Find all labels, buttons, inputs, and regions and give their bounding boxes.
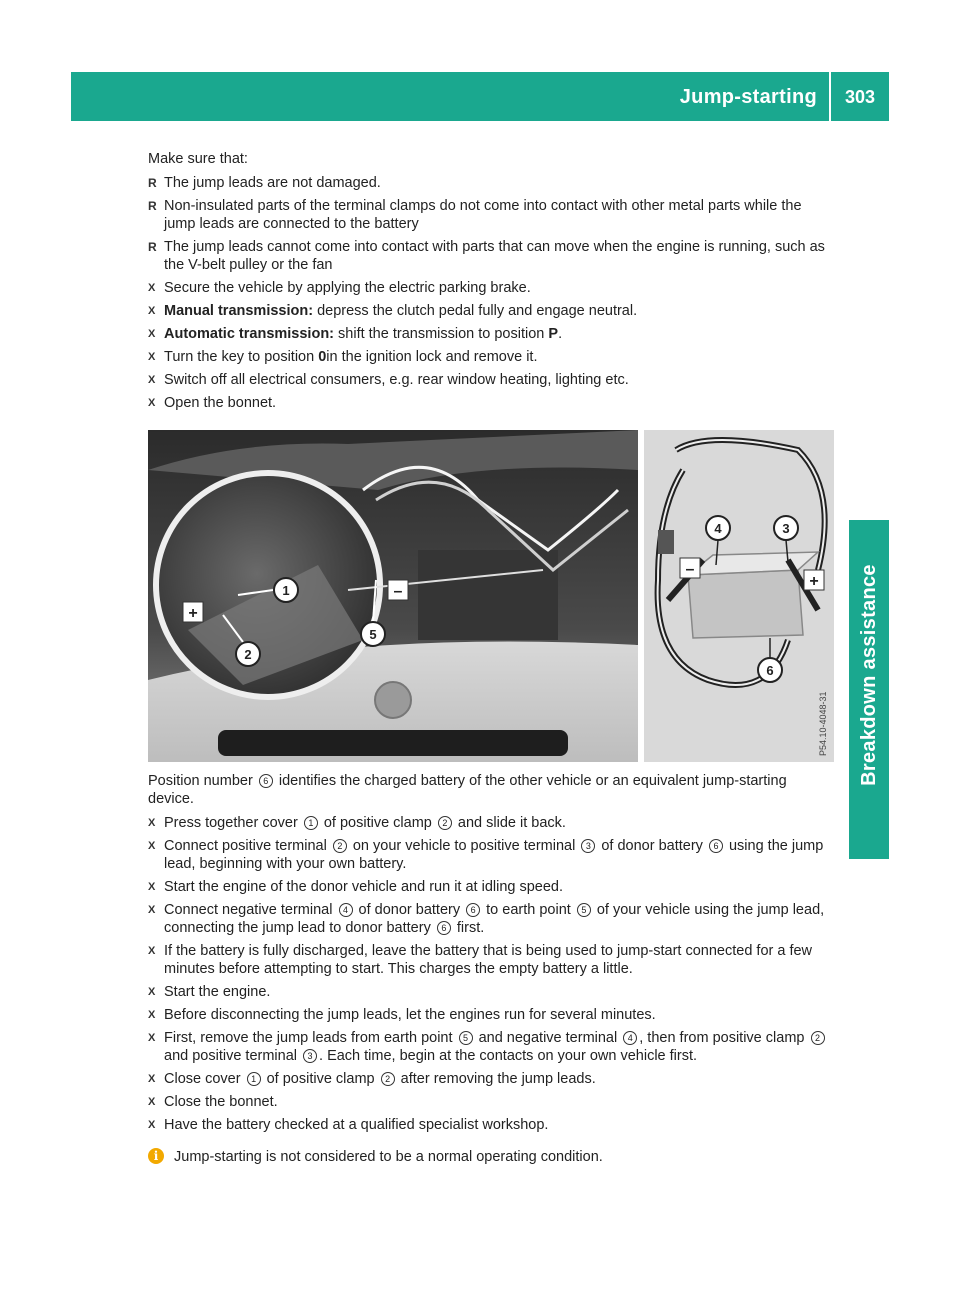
step-marker: X [148,945,156,957]
step-marker: X [148,1073,156,1085]
svg-text:–: – [393,583,403,600]
svg-text:5: 5 [369,627,377,642]
donor-battery [688,570,803,638]
chapter-label: Breakdown assistance [858,564,880,786]
figure-code: P54.10-4048-31 [818,691,828,756]
step-marker: X [148,305,156,317]
intro-lead: Make sure that: [148,151,248,167]
minus-sign-right [680,558,700,578]
info-icon: i [148,1148,164,1164]
step-item: X First, remove the jump leads from earth point 5 and negative terminal 4 , then from positive clamp 2 and positive terminal 3 . Each time, begin at the contacts on your own vehicle first. [148,1029,834,1065]
check-item: R The jump leads are not damaged. [148,175,381,191]
step-marker: X [148,1119,156,1131]
ref-number: 4 [339,903,353,917]
step-marker: X [148,1009,156,1021]
check-item: R Non-insulated parts of the terminal clamps do not come into contact with other metal parts while the jump leads are connected to the battery [148,198,802,232]
page-header [71,72,889,121]
content-top [148,150,834,417]
content-bottom [148,772,834,1166]
ref-number: 2 [333,839,347,853]
step-item: X Connect positive terminal 2 on your vehicle to positive terminal 3 of donor battery 6 using the jump lead, beginning with your own battery. [148,838,824,872]
ref-number: 1 [304,816,318,830]
step-item: X Start the engine of the donor vehicle and run it at idling speed. [148,879,564,895]
ref-number: 5 [459,1031,473,1045]
radiator-grille [218,730,568,756]
minus-sign-left [388,580,408,600]
page-number: 303 [844,86,876,107]
step-marker: X [148,1032,156,1044]
prep-steps [148,279,834,412]
svg-text:2: 2 [244,647,252,662]
illustration-svg [148,430,834,762]
ref-number: 2 [381,1072,395,1086]
step-item: X Before disconnecting the jump leads, let the engines run for several minutes. [148,1007,656,1023]
step-marker: X [148,282,156,294]
ref-number: 1 [247,1072,261,1086]
step-item: X Start the engine. [148,984,271,1000]
step-item: X Turn the key to position 0in the ignition lock and remove it. [148,349,538,365]
step-marker: X [148,328,156,340]
bullet-marker: R [148,199,157,213]
plus-sign-left [183,602,203,622]
ref-number: 2 [811,1031,825,1045]
position-note: Position number 6 identifies the charged battery of the other vehicle or an equivalent jump-starting device. [148,773,787,807]
ref-number: 3 [303,1049,317,1063]
check-item: R The jump leads cannot come into contact with parts that can move when the engine is running, such as the V-belt pulley or the fan [148,239,825,273]
svg-text:+: + [188,605,198,622]
bullet-marker: R [148,176,157,190]
step-item: X Close the bonnet. [148,1094,278,1110]
step-marker: X [148,374,156,386]
svg-text:3: 3 [782,521,790,536]
step-item: X Secure the vehicle by applying the electric parking brake. [148,280,531,296]
engine-block [418,550,558,640]
step-item: X Open the bonnet. [148,395,277,411]
ref-number: 5 [577,903,591,917]
ref-number: 6 [437,921,451,935]
step-marker: X [148,397,156,409]
step-item: X Connect negative terminal 4 of donor battery 6 to earth point 5 of your vehicle using the jump lead, connecting the jump lead to donor battery 6 first. [148,902,825,936]
step-marker: X [148,817,156,829]
info-text: Jump-starting is not considered to be a normal operating condition. [174,1149,603,1165]
step-marker: X [148,986,156,998]
step-item: X Close cover 1 of positive clamp 2 after removing the jump leads. [148,1071,596,1087]
plus-sign-right [804,570,824,590]
lead-ferrite [658,530,674,554]
jump-start-steps [148,814,834,1134]
ref-number: 6 [709,839,723,853]
section-title: Jump-starting [679,85,817,108]
jump-start-illustration [148,430,834,762]
svg-text:6: 6 [766,663,774,678]
step-item: X Press together cover 1 of positive clamp 2 and slide it back. [148,815,566,831]
step-marker: X [148,1096,156,1108]
step-marker: X [148,881,156,893]
svg-text:+: + [809,573,819,590]
brand-emblem [375,682,411,718]
step-marker: X [148,904,156,916]
step-item: X Automatic transmission: shift the transmission to position P. [148,326,563,342]
chapter-side-tab [849,520,889,830]
svg-text:4: 4 [714,521,722,536]
ref-number: 6 [466,903,480,917]
step-item: X Have the battery checked at a qualified specialist workshop. [148,1117,549,1133]
ref-number: 6 [259,774,273,788]
step-item: X Switch off all electrical consumers, e.g. rear window heating, lighting etc. [148,372,629,388]
svg-text:–: – [685,561,695,578]
ref-number: 2 [438,816,452,830]
bullet-marker: R [148,240,157,254]
chapter-tab-block [849,813,889,859]
info-note [148,1148,834,1166]
svg-text:1: 1 [282,583,290,598]
ref-number: 3 [581,839,595,853]
step-item: X If the battery is fully discharged, leave the battery that is being used to jump-start connected for a few minutes before attempting to start. This charges the empty battery a little. [148,943,813,977]
step-marker: X [148,351,156,363]
step-marker: X [148,840,156,852]
step-item: X Manual transmission: depress the clutch pedal fully and engage neutral. [148,303,638,319]
ref-number: 4 [623,1031,637,1045]
